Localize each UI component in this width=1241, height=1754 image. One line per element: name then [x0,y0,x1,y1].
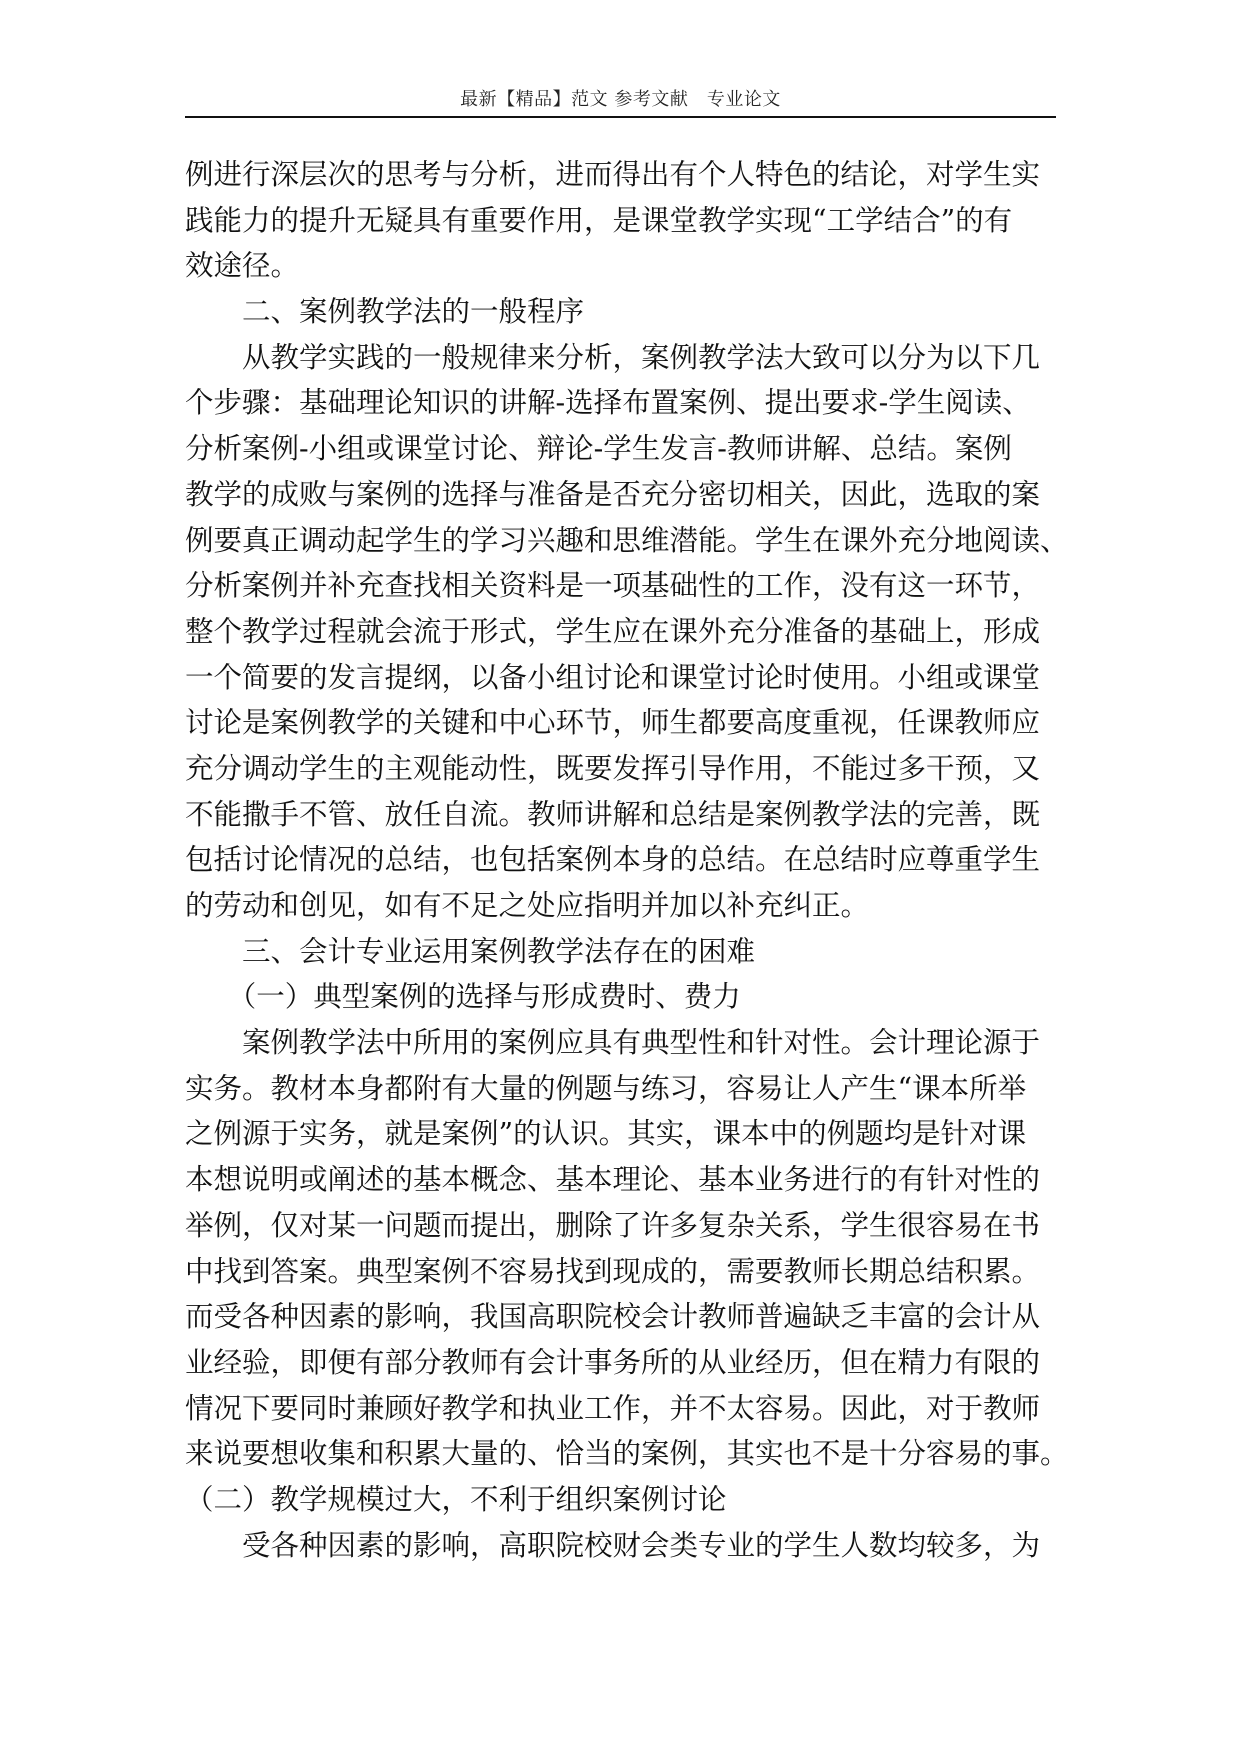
text-line: 受各种因素的影响，高职院校财会类专业的学生人数均较多，为 [185,1528,1041,1562]
text-line: 本想说明或阐述的基本概念、基本理论、基本业务进行的有针对性的 [185,1163,1041,1197]
section-heading: 三、会计专业运用案例教学法存在的困难 [185,934,756,968]
text-line: 整个教学过程就会流于形式，学生应在课外充分准备的基础上，形成 [185,614,1041,648]
text-line: 教学的成败与案例的选择与准备是否充分密切相关，因此，选取的案 [185,477,1041,511]
text-line: 包括讨论情况的总结，也包括案例本身的总结。在总结时应尊重学生 [185,843,1041,877]
text-line: 不能撒手不管、放任自流。教师讲解和总结是案例教学法的完善，既 [185,797,1041,831]
section-heading: 二、案例教学法的一般程序 [185,295,585,329]
text-line: 个步骤：基础理论知识的讲解-选择布置案例、提出要求-学生阅读、 [185,386,1031,420]
subsection-heading: （二）教学规模过大，不利于组织案例讨论 [185,1482,727,1516]
text-line: 效途径。 [185,249,300,283]
text-line: 业经验，即便有部分教师有会计事务所的从业经历，但在精力有限的 [185,1345,1041,1379]
text-line: 中找到答案。典型案例不容易找到现成的，需要教师长期总结积累。 [185,1254,1041,1288]
text-line: 的劳动和创见，如有不足之处应指明并加以补充纠正。 [185,889,870,922]
text-line: 一个简要的发言提纲，以备小组讨论和课堂讨论时使用。小组或课堂 [185,660,1041,694]
text-line: 来说要想收集和积累大量的、恰当的案例，其实也不是十分容易的事。 [185,1437,1069,1471]
page-header: 最新【精品】范文 参考文献 专业论文 [460,89,781,110]
text-line: 情况下要同时兼顾好教学和执业工作，并不太容易。因此，对于教师 [185,1391,1041,1425]
text-line: 践能力的提升无疑具有重要作用，是课堂教学实现“工学结合”的有 [185,203,1013,237]
text-line: 充分调动学生的主观能动性，既要发挥引导作用，不能过多干预，又 [185,751,1041,785]
header-divider [185,116,1056,118]
text-line: 之例源于实务，就是案例”的认识。其实，课本中的例题均是针对课 [185,1117,1027,1151]
subsection-heading: （一）典型案例的选择与形成费时、费力 [185,980,741,1014]
text-line: 例进行深层次的思考与分析，进而得出有个人特色的结论，对学生实 [185,158,1041,191]
document-body [185,152,1069,1568]
text-line: 案例教学法中所用的案例应具有典型性和针对性。会计理论源于 [185,1026,1041,1060]
text-line: 从教学实践的一般规律来分析，案例教学法大致可以分为以下几 [185,340,1041,374]
text-line: 举例，仅对某一问题而提出，删除了许多复杂关系，学生很容易在书 [185,1208,1041,1242]
text-line: 而受各种因素的影响，我国高职院校会计教师普遍缺乏丰富的会计从 [185,1300,1041,1334]
text-line: 分析案例-小组或课堂讨论、辩论-学生发言-教师讲解、总结。案例 [185,432,1012,466]
text-line: 例要真正调动起学生的学习兴趣和思维潜能。学生在课外充分地阅读、 [185,523,1069,557]
text-line: 分析案例并补充查找相关资料是一项基础性的工作，没有这一环节， [185,569,1041,603]
text-line: 实务。教材本身都附有大量的例题与练习，容易让人产生“课本所举 [185,1071,1027,1105]
text-line: 讨论是案例教学的关键和中心环节，师生都要高度重视，任课教师应 [185,706,1041,740]
